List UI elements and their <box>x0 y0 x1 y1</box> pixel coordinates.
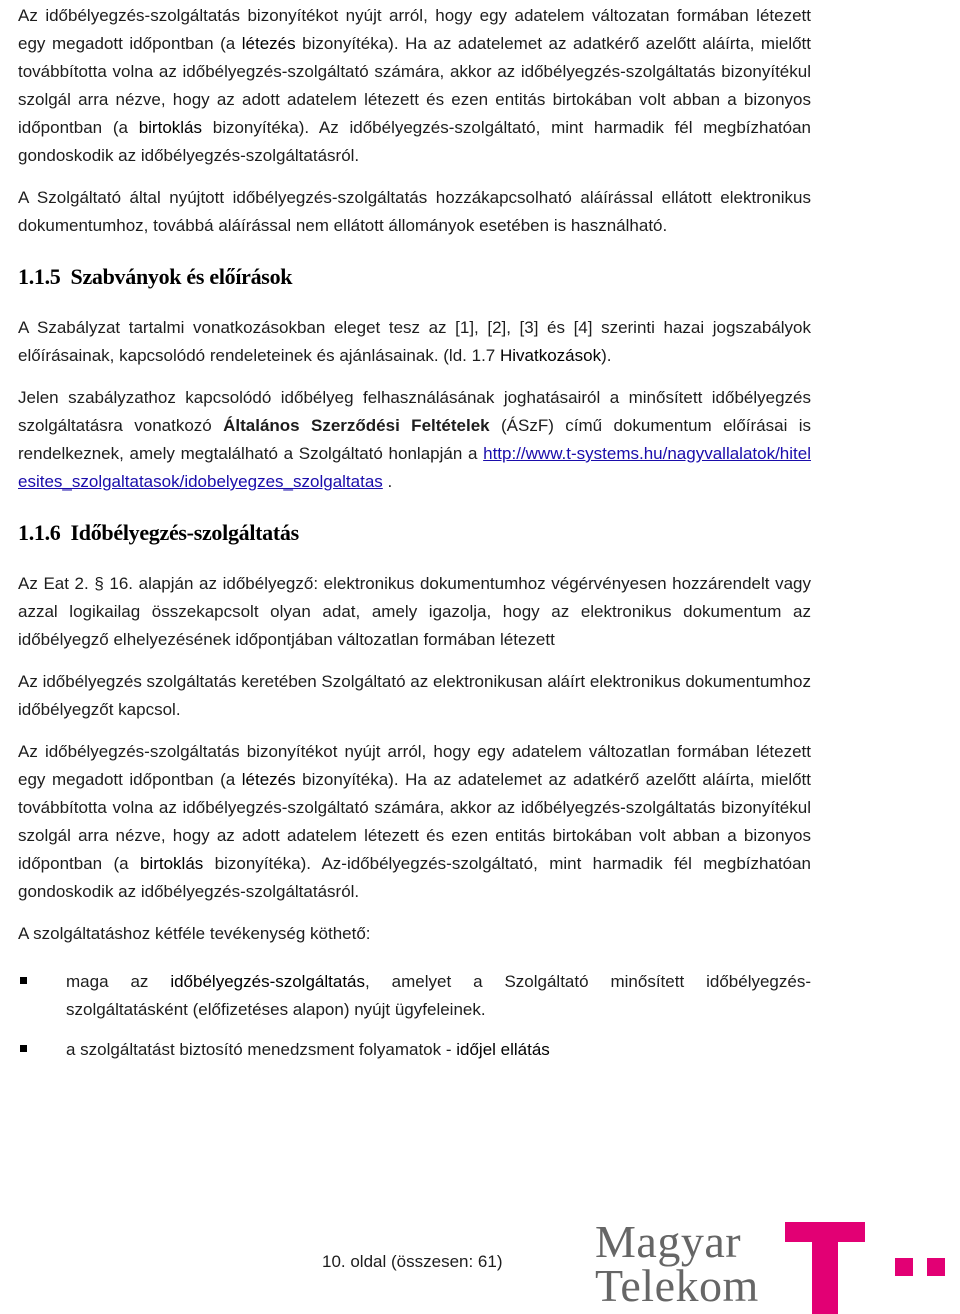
section-heading-1-1-5: 1.1.5 Szabványok és előírások <box>18 264 293 289</box>
aszf-link[interactable]: http://www.t-systems.hu/nagyvallalatok/hitelesites_szolgaltatasok/idobelyegzes_szolgaltatas <box>18 444 811 491</box>
term-idojel-ellatas: időjel ellátás <box>456 1040 550 1059</box>
term-birtoklas: birtoklás <box>138 118 203 137</box>
telekom-dot-icon <box>927 1258 945 1276</box>
paragraph-eat-definition: Az Eat 2. § 16. alapján az időbélyegző: elektronikus dokumentumhoz végérvényesen hozzárendelt vagy azzal logikailag összekapcsolt olyan adat, amely igazolja, hogy az elektronikus dokumentum az időbélyegző elhelyezésének időpontjában változatlan formában létezett <box>18 574 811 649</box>
reference-hivatkozasok: Hivatkozások <box>499 346 602 365</box>
paragraph-service-usage: A Szolgáltató által nyújtott időbélyegzés-szolgáltatás hozzákapcsolható aláírással ellátott elektronikus dokumentumhoz, továbbá aláírással nem ellátott állományok esetében is használható. <box>18 188 811 235</box>
term-letezes: létezés <box>241 34 296 53</box>
magyar-telekom-logo <box>595 1216 950 1313</box>
paragraph-legal-effects: Jelen szabályzathoz kapcsolódó időbélyeg felhasználásának joghatásairól a minősített időbélyegzés szolgáltatásra vonatkozó Általános Szerződési Feltételek (ÁSzF) című dokumentum előírásai is rendelkeznek, amely megtalálható a Szolgáltató honlapján a http://www.t-systems.hu/nagyvallalatok/hitelesites_szolgaltatasok/idobelyegzes_szolgaltatas . <box>18 388 811 491</box>
term-birtoklas-2: birtoklás <box>139 854 204 873</box>
list-item: maga az időbélyegzés-szolgáltatás, amelyet a Szolgáltató minősített időbélyegzés-szolgáltatásként (előfizetéses alapon) nyújt ügyfeleinek. <box>18 968 811 1024</box>
document-page <box>18 0 811 1064</box>
paragraph-existence-proof-2: Az időbélyegzés-szolgáltatás bizonyítékot nyújt arról, hogy egy adatelem változatlan formában létezett egy megadott időpontban (a létezés bizonyítéka). Ha az adatelemet az adatkérő azelőtt aláírta, mielőtt továbbította volna az időbélyegzés-szolgáltató számára, akkor az időbélyegzés-szolgáltatás bizonyítékul szolgál arra nézve, hogy az adott adatelem létezett és ezen entitás birtokában volt abban a bizonyos időpontban (a birtoklás bizonyítéka). Az-időbélyegzés-szolgáltató, mint harmadik fél megbízhatóan gondoskodik az időbélyegzés-szolgáltatásról. <box>18 742 811 901</box>
term-letezes-2: létezés <box>241 770 296 789</box>
logo-wordmark: Magyar Telekom <box>595 1216 759 1311</box>
section-heading-1-1-6: 1.1.6 Időbélyegzés-szolgáltatás <box>18 520 299 545</box>
term-idobelyegzes-szolgaltatas: időbélyegzés-szolgáltatás <box>170 972 365 991</box>
paragraph-regulations: A Szabályzat tartalmi vonatkozásokban eleget tesz az [1], [2], [3] és [4] szerinti hazai jogszabályok előírásainak, kapcsolódó rendeleteinek és ajánlásainak. (ld. 1.7 Hivatkozások). <box>18 318 811 365</box>
telekom-dot-icon <box>895 1258 913 1276</box>
paragraph-activities-intro: A szolgáltatáshoz kétféle tevékenység köthető: <box>18 924 371 943</box>
activities-list <box>18 968 811 1064</box>
bullet-square-icon <box>20 977 27 984</box>
telekom-t-icon <box>785 1222 865 1314</box>
list-item: a szolgáltatást biztosító menedzsment folyamatok - időjel ellátás <box>18 1036 811 1064</box>
paragraph-existence-proof: Az időbélyegzés-szolgáltatás bizonyítékot nyújt arról, hogy egy adatelem változatan formában létezett egy megadott időpontban (a létezés bizonyítéka). Ha az adatelemet az adatkérő azelőtt aláírta, mielőtt továbbította volna az időbélyegzés-szolgáltató számára, akkor az időbélyegzés-szolgáltatás bizonyítékul szolgál arra nézve, hogy az adott adatelem létezett és ezen entitás birtokában volt abban a bizonyos időpontban (a birtoklás bizonyítéka). Az időbélyegzés-szolgáltató, mint harmadik fél megbízhatóan gondoskodik az időbélyegzés-szolgáltatásról. <box>18 6 811 165</box>
paragraph-service-scope: Az időbélyegzés szolgáltatás keretében Szolgáltató az elektronikusan aláírt elektronikus dokumentumhoz időbélyegzőt kapcsol. <box>18 672 811 719</box>
bullet-square-icon <box>20 1045 27 1052</box>
page-number: 10. oldal (összesen: 61) <box>322 1252 503 1271</box>
term-aszf: Általános Szerződési Feltételek <box>223 416 490 435</box>
